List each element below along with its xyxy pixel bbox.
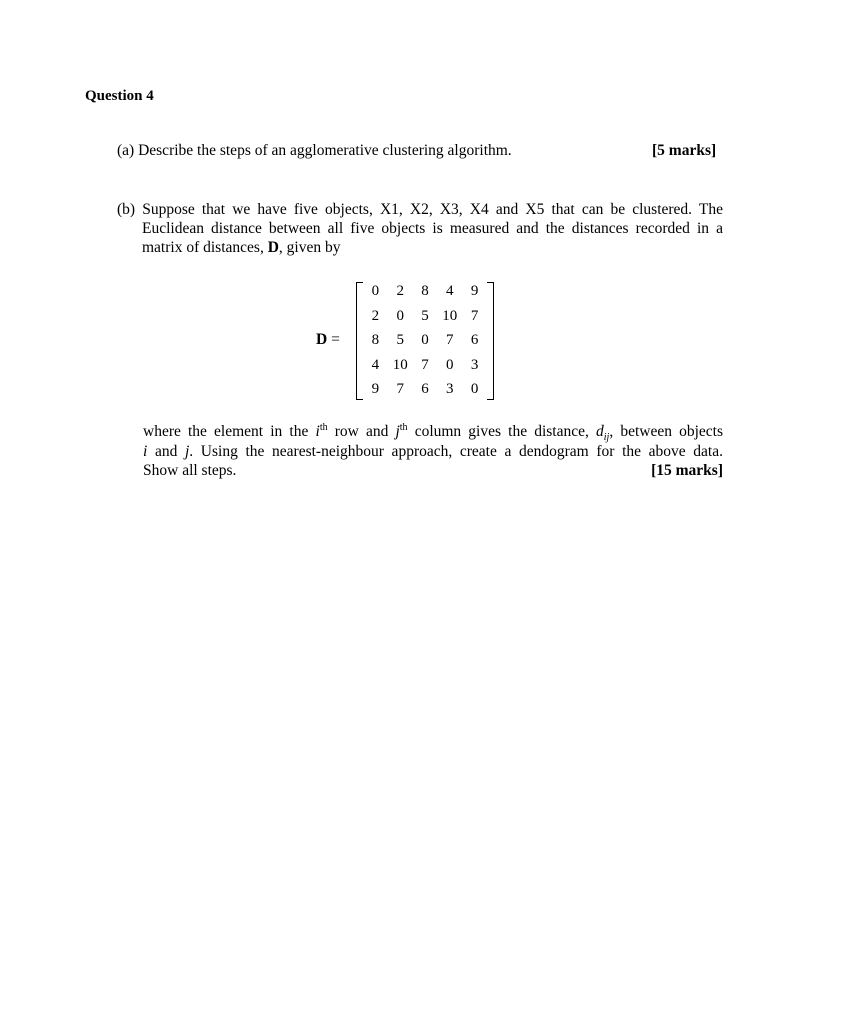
matrix-row [363,304,487,329]
explain-th-2: th [399,421,408,433]
question-title: Question 4 [85,88,154,104]
matrix-row [363,353,487,378]
matrix-label-equals: = [327,331,340,348]
explain-last: Show all steps. [143,462,237,479]
matrix-cell: 9 [371,381,380,397]
matrix-symbol-inline: D [267,239,279,256]
matrix-cell: 5 [421,307,429,324]
matrix-row [363,328,487,353]
explain-text-2: row and [327,423,396,440]
explain-j: j [395,423,400,440]
part-b-intro-end: , given by [278,239,341,256]
matrix-cell: 7 [470,307,479,324]
matrix-cell: 2 [396,283,404,299]
matrix-label [316,331,340,349]
matrix-cell: 7 [421,356,429,373]
explain-i: i [315,423,320,440]
matrix-cell: 8 [421,283,429,299]
matrix-cell: 7 [396,381,404,397]
part-a-marks: [5 marks] [652,142,717,159]
matrix-cell: 4 [371,356,380,373]
matrix-cell: 3 [446,381,454,397]
matrix-cell: 3 [470,356,479,373]
matrix-row [363,279,487,304]
matrix-cell: 9 [470,283,479,299]
matrix-cell: 2 [371,307,380,324]
explain-ij: ij [603,432,610,444]
matrix-cell: 0 [421,332,429,348]
matrix-cell: 0 [396,307,404,324]
part-b-marks: [15 marks] [651,462,723,479]
matrix-left-bracket [356,282,363,400]
explain-text-6: . Using the nearest-neighbour approach, create a dendogram for the above data. [189,442,723,460]
matrix-cell: 0 [371,283,380,299]
matrix-cells [363,279,487,402]
part-b-explanation [143,422,723,481]
matrix-right-bracket [487,282,494,400]
matrix-cell: 7 [446,332,454,348]
matrix-cell: 10 [442,307,458,324]
matrix-label-symbol: D [316,331,328,348]
matrix-cell: 0 [446,356,454,373]
matrix-row [363,377,487,402]
explain-th: th [319,421,328,433]
explanation-line-3 [143,461,723,481]
matrix-cell: 4 [446,283,454,299]
explanation-line-1 [143,422,723,442]
explain-text-1: where the element in the [143,423,316,440]
matrix-cell: 10 [392,356,408,373]
explain-text-3: column gives the distance, [407,423,597,440]
explain-text-4: , between objects [609,423,724,440]
matrix-cell: 6 [470,332,479,348]
part-b-intro [117,200,723,257]
explain-d: d [596,423,604,440]
matrix-cell: 8 [371,332,380,348]
part-a-text: (a) Describe the steps of an agglomerative clustering algorithm. [117,142,512,159]
distance-matrix [356,279,494,403]
explain-text-5: and [147,442,185,460]
explain-j-2: j [184,442,190,460]
matrix-cell: 6 [421,381,429,397]
matrix-cell: 0 [470,381,479,397]
part-b-intro-text: (b) Suppose that we have five objects, X1, X2, X3, X4 and X5 that can be clustered. The Euclidean distance between all five objects is measured and the distances recorded in a matrix of distances, [117,201,723,256]
explain-i-2: i [143,442,148,460]
explanation-line-2 [143,442,723,462]
matrix-cell: 5 [396,332,404,348]
